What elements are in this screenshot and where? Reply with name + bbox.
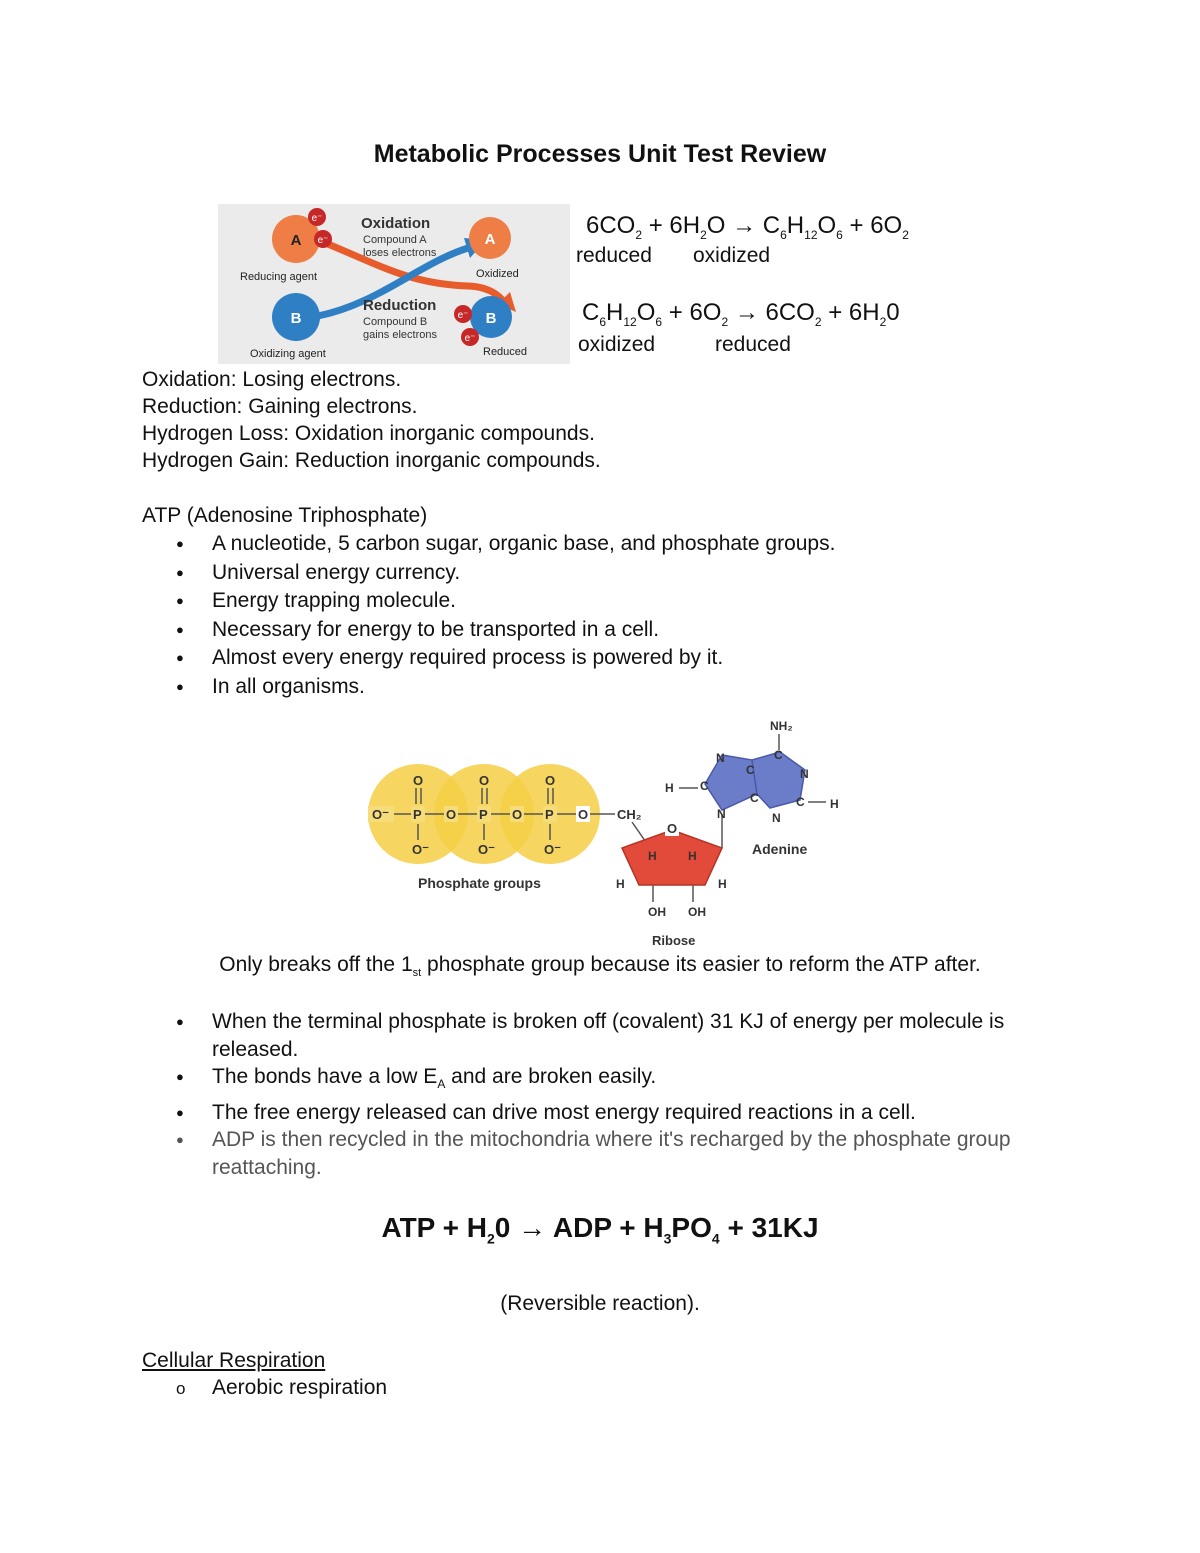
svg-text:O⁻: O⁻: [544, 842, 561, 857]
svg-text:A: A: [484, 231, 496, 248]
svg-text:Compound A: Compound A: [363, 234, 427, 246]
svg-text:B: B: [290, 310, 302, 327]
svg-text:e⁻: e⁻: [311, 213, 323, 224]
svg-text:O: O: [479, 773, 490, 788]
equation2-label-oxidized: oxidized: [578, 333, 656, 356]
svg-text:H: H: [648, 849, 657, 863]
list-item: ● Energy trapping molecule.: [142, 587, 835, 616]
svg-text:O: O: [667, 821, 678, 836]
list-item: ● Necessary for energy to be transported in a cell.: [142, 616, 835, 645]
definition-oxidation: Oxidation: Losing electrons.: [142, 368, 402, 391]
svg-text:Oxidized: Oxidized: [476, 268, 519, 280]
svg-text:N: N: [772, 811, 781, 825]
reversible-note: (Reversible reaction).: [500, 1292, 700, 1315]
svg-text:OH: OH: [688, 905, 706, 919]
svg-text:O⁻: O⁻: [372, 807, 389, 822]
svg-text:e⁻: e⁻: [464, 333, 476, 344]
equation1-label-oxidized: oxidized: [693, 244, 771, 267]
svg-text:Ribose: Ribose: [652, 933, 696, 948]
photosynthesis-equation: $6CO_2 + 6H_2O \to C_6H_{12}O_6 + 6O_2$: [586, 212, 909, 242]
atp-heading: ATP (Adenosine Triphosphate): [142, 504, 428, 527]
svg-text:B: B: [485, 310, 497, 327]
svg-text:NH₂: NH₂: [770, 719, 793, 733]
svg-text:A: A: [290, 232, 302, 249]
svg-text:N: N: [717, 807, 726, 821]
energy-bullet-list: [142, 1008, 1042, 1181]
equation2-label-reduced: reduced: [715, 333, 791, 356]
list-item: ● A nucleotide, 5 carbon sugar, organic base, and phosphate groups.: [142, 530, 835, 559]
svg-text:CH₂: CH₂: [617, 807, 642, 822]
svg-text:C: C: [700, 779, 709, 793]
equation1-label-reduced: reduced: [576, 244, 652, 267]
ribose-ring: [622, 830, 722, 885]
svg-text:Adenine: Adenine: [752, 841, 808, 857]
atp-molecule-diagram: [360, 710, 860, 950]
list-item: ● ADP is then recycled in the mitochondria where it's recharged by the phosphate group reattaching.: [142, 1126, 1042, 1181]
svg-text:O⁻: O⁻: [478, 842, 495, 857]
svg-text:O: O: [512, 807, 523, 822]
svg-text:H: H: [616, 877, 625, 891]
list-item: ● When the terminal phosphate is broken off (covalent) 31 KJ of energy per molecule is released.: [142, 1008, 1042, 1063]
svg-text:O: O: [578, 807, 589, 822]
svg-text:O: O: [545, 773, 556, 788]
atp-hydrolysis-equation: ATP + $H_20$ → ADP + $H_3PO_4 + 31KJ$: [381, 1212, 819, 1247]
svg-text:O: O: [413, 773, 424, 788]
svg-text:N: N: [800, 767, 809, 781]
svg-text:e⁻: e⁻: [317, 235, 329, 246]
definition-hydrogen-gain: Hydrogen Gain: Reduction inorganic compounds.: [142, 449, 601, 472]
list-item: Aerobic respiration: [212, 1376, 388, 1399]
definition-reduction: Reduction: Gaining electrons.: [142, 395, 418, 418]
hollow-bullet-icon: o: [176, 1379, 186, 1398]
svg-text:Reduction: Reduction: [363, 297, 437, 314]
list-item: ● The free energy released can drive most energy required reactions in a cell.: [142, 1099, 1042, 1127]
cellular-respiration-heading: Cellular Respiration: [142, 1349, 326, 1372]
svg-text:OH: OH: [648, 905, 666, 919]
respiration-equation: $C_6H_{12}O_6 + 6O_2 \to 6CO_2 + 6H_20$: [582, 299, 900, 329]
svg-text:Reduced: Reduced: [483, 346, 528, 358]
svg-text:Phosphate groups: Phosphate groups: [418, 875, 541, 891]
svg-text:e⁻: e⁻: [457, 310, 469, 321]
definition-hydrogen-loss: Hydrogen Loss: Oxidation inorganic compounds.: [142, 422, 595, 445]
svg-text:H: H: [830, 797, 839, 811]
svg-text:Compound B: Compound B: [363, 316, 428, 328]
svg-text:N: N: [716, 751, 725, 765]
svg-text:C: C: [746, 763, 755, 777]
list-item: ● In all organisms.: [142, 673, 835, 702]
atp-bullet-list: [142, 530, 835, 701]
svg-text:P: P: [413, 807, 422, 822]
svg-text:loses electrons: loses electrons: [363, 247, 437, 259]
svg-text:Reducing agent: Reducing agent: [240, 271, 318, 283]
svg-text:H: H: [665, 781, 674, 795]
list-item: ● The bonds have a low $E_A$ and are broken easily.: [142, 1063, 1042, 1099]
svg-text:C: C: [750, 791, 759, 805]
svg-text:C: C: [796, 795, 805, 809]
list-item: ● Universal energy currency.: [142, 559, 835, 588]
svg-text:O⁻: O⁻: [412, 842, 429, 857]
svg-text:H: H: [718, 877, 727, 891]
svg-text:O: O: [446, 807, 457, 822]
page-title: Metabolic Processes Unit Test Review: [373, 140, 827, 168]
svg-text:P: P: [479, 807, 488, 822]
svg-text:Oxidizing agent: Oxidizing agent: [250, 348, 326, 360]
svg-text:gains electrons: gains electrons: [363, 329, 437, 341]
svg-text:C: C: [774, 748, 783, 762]
list-item: ● Almost every energy required process is powered by it.: [142, 644, 835, 673]
svg-text:P: P: [545, 807, 554, 822]
svg-text:Oxidation: Oxidation: [361, 215, 431, 232]
redox-diagram: [218, 204, 570, 364]
svg-text:H: H: [688, 849, 697, 863]
breaks-off-note: Only breaks off the $1_{st}$ phosphate group because its easier to reform the ATP after.: [219, 953, 981, 980]
